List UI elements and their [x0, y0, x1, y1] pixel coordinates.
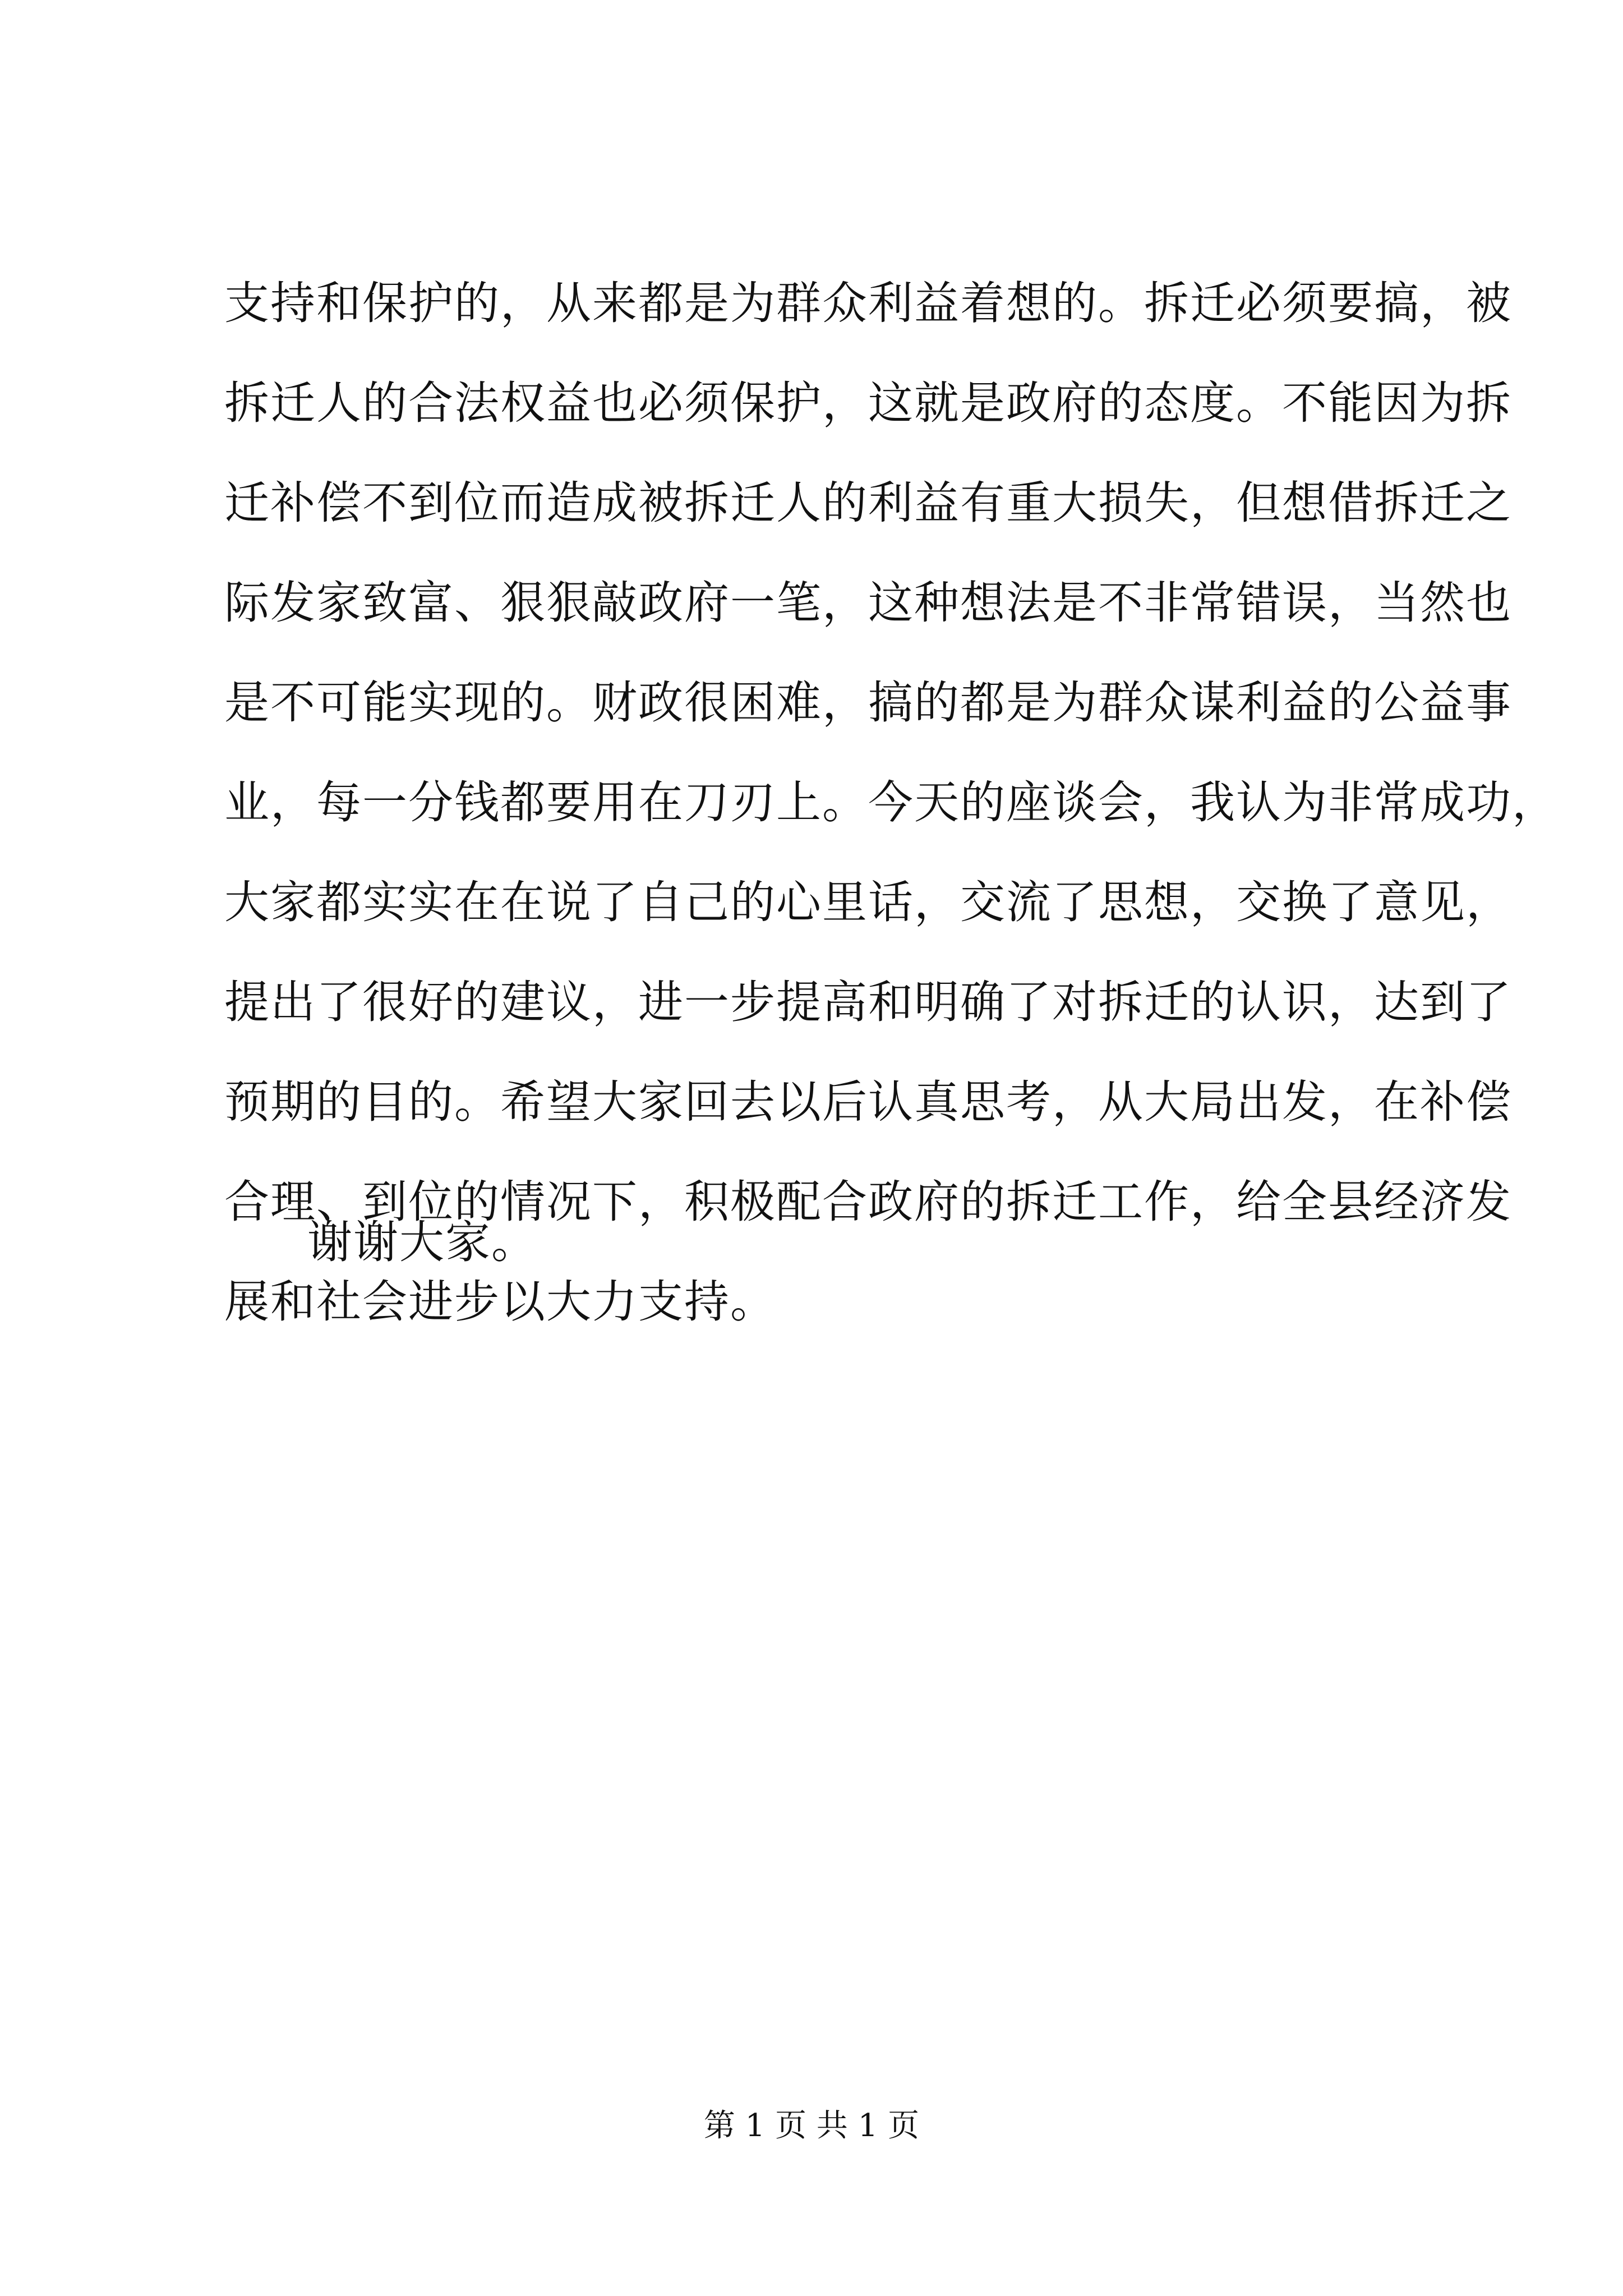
paragraph-line: 预期的目的。希望大家回去以后认真思考，从大局出发，在补偿 — [224, 1076, 1512, 1128]
page-footer — [0, 2104, 1623, 2148]
speech-paragraph — [224, 254, 1558, 1352]
paragraph-line: 是不可能实现的。财政很困难，搞的都是为群众谋利益的公益事 — [224, 677, 1512, 729]
paragraph-line: 提出了很好的建议，进一步提高和明确了对拆迁的认识，达到了 — [224, 976, 1512, 1028]
closing-remark: 谢谢大家。 — [307, 1216, 537, 1268]
paragraph-line: 合理、到位的情况下，积极配合政府的拆迁工作，给全县经济发 — [224, 1176, 1512, 1228]
paragraph-line: 拆迁人的合法权益也必须保护，这就是政府的态度。不能因为拆 — [224, 377, 1512, 429]
paragraph-line: 大家都实实在在说了自己的心里话，交流了思想，交换了意见， — [224, 876, 1512, 928]
paragraph-line: 际发家致富、狠狠敲政府一笔，这种想法是不非常错误，当然也 — [224, 577, 1512, 629]
paragraph-line: 支持和保护的，从来都是为群众利益着想的。拆迁必须要搞，被 — [224, 277, 1512, 329]
paragraph-line: 迁补偿不到位而造成被拆迁人的利益有重大损失，但想借拆迁之 — [224, 477, 1512, 529]
paragraph-line: 业，每一分钱都要用在刀刃上。今天的座谈会，我认为非常成功， — [224, 776, 1558, 829]
page-number-indicator: 第 1 页 共 1 页 — [703, 2108, 920, 2144]
paragraph-line: 展和社会进步以大力支持。 — [224, 1276, 776, 1328]
